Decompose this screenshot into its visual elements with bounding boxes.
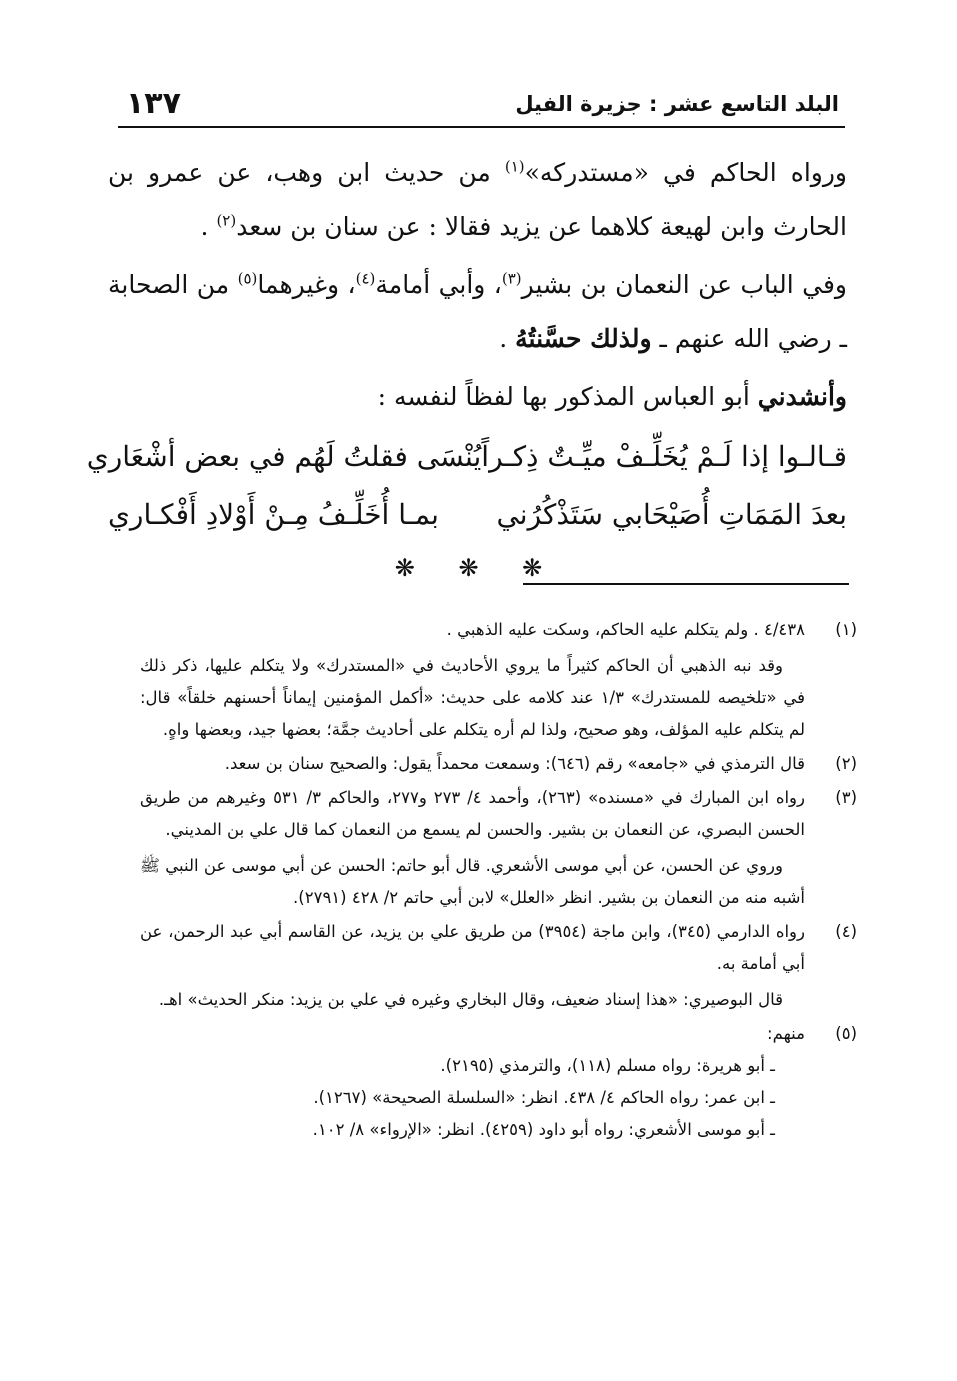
footnote-line: منهم: bbox=[767, 1024, 805, 1043]
footnote-line: قال البوصيري: «هذا إسناد ضعيف، وقال البخاري وغيره في علي بن يزيد: منكر الحديث» اهـ. bbox=[158, 990, 783, 1009]
footnote-line: رواه ابن المبارك في «مسنده» (٢٦٣)، وأحمد ٤/ ٢٧٣ و٢٧٧، والحاكم ٣/ ٥٣١ وغيرهم من طريق الحسن البصري، عن النعمان بن بشير. والحسن لم يسمع من النعمان كما قال علي بن المديني. bbox=[140, 788, 805, 839]
footnote-4 bbox=[140, 916, 857, 1016]
page-header bbox=[118, 86, 839, 130]
lead-word: وأنشدني bbox=[757, 382, 847, 411]
footnote-3 bbox=[140, 782, 857, 914]
text-run: من الصحابة ـ رضي الله عنهم ـ bbox=[108, 270, 847, 353]
verse-2 bbox=[108, 486, 847, 544]
footnote-number: (٥) bbox=[835, 1024, 857, 1043]
footnote-body bbox=[140, 748, 805, 780]
running-head: البلد التاسع عشر : جزيرة الفيل bbox=[515, 92, 839, 116]
footnote-ref-3[interactable]: (٣) bbox=[501, 269, 522, 288]
hemistich: يُنْسَى فقلتُ لَهُم في بعض أشْعَاري bbox=[86, 440, 482, 473]
footnote-body bbox=[140, 782, 805, 914]
poem bbox=[86, 428, 847, 588]
footnote-line: وروي عن الحسن، عن أبي موسى الأشعري. قال أبو حاتم: الحسن عن أبي موسى عن النبي ﷺ أشبه منه من النعمان بن بشير. انظر «العلل» لابن أبي حاتم ٢/ ٤٢٨ (٢٧٩١). bbox=[140, 856, 805, 907]
footnote-ref-4[interactable]: (٤) bbox=[355, 269, 376, 288]
footnote-5 bbox=[140, 1018, 857, 1146]
footnote-number: (٢) bbox=[835, 754, 857, 773]
text-run: . bbox=[200, 212, 217, 241]
footnotes bbox=[140, 614, 857, 1146]
footnote-body bbox=[140, 916, 805, 1016]
footnote-body bbox=[140, 614, 805, 746]
footnote-line: ـ ابن عمر: رواه الحاكم ٤/ ٤٣٨. انظر: «السلسلة الصحيحة» (١٢٦٧). bbox=[313, 1088, 775, 1107]
paragraph-3 bbox=[108, 370, 847, 424]
verse-1 bbox=[86, 428, 847, 486]
hemistich: بعدَ المَمَاتِ أُصَيْحَابي سَتَذْكُرُني bbox=[496, 498, 847, 531]
hemistich: بمـا أُخَلِّـفُ مِـنْ أَوْلادِ أَفْكـاري bbox=[108, 498, 439, 531]
section-ornament: ❋ ❋ ❋ bbox=[394, 554, 561, 582]
paragraph-2 bbox=[108, 258, 847, 366]
footnote-ref-5[interactable]: (٥) bbox=[237, 269, 258, 288]
footnote-line: ـ أبو موسى الأشعري: رواه أبو داود (٤٢٥٩). انظر: «الإرواء» ٨/ ١٠٢. bbox=[312, 1120, 775, 1139]
footnote-2 bbox=[140, 748, 857, 780]
footnote-line: وقد نبه الذهبي أن الحاكم كثيراً ما يروي الأحاديث في «المستدرك» ولا يتكلم عليها، ذكر ذلك في «تلخيصه للمستدرك» ١/٣ عند كلامه على حديث: «أكمل المؤمنين إيماناً أحسنهم خلقاً» قال: لم يتكلم عليه المؤلف، وهو صحيح، ولذا لم أره يتكلم على أحاديث جمَّة؛ بعضها جيد، وبعضها واهٍ. bbox=[140, 656, 805, 739]
page-number: ١٣٧ bbox=[126, 86, 181, 121]
footnote-number: (٤) bbox=[835, 922, 857, 941]
footnote-line: رواه الدارمي (٣٤٥)، وابن ماجة (٣٩٥٤) من طريق علي بن يزيد، عن القاسم أبي عبد الرحمن، عن أبي أمامة به. bbox=[140, 922, 805, 973]
footnote-line: ـ أبو هريرة: رواه مسلم (١١٨)، والترمذي (٢١٩٥). bbox=[440, 1056, 775, 1075]
text-run: من حديث ابن وهب، عن عمرو بن الحارث وابن لهيعة كلاهما عن يزيد فقالا : عن سنان بن سعد bbox=[108, 158, 847, 241]
paragraph-1 bbox=[108, 146, 847, 254]
header-rule bbox=[118, 126, 845, 128]
text-run: ورواه الحاكم في «مستدركه» bbox=[524, 158, 847, 187]
footnote-line: قال الترمذي في «جامعه» رقم (٦٤٦): وسمعت محمداً يقول: والصحيح سنان بن سعد. bbox=[224, 754, 805, 773]
footnote-separator bbox=[523, 583, 849, 585]
text-run: ، وأبي أمامة bbox=[375, 270, 502, 299]
footnote-body bbox=[140, 1018, 805, 1146]
text-run: ، وغيرهما bbox=[257, 270, 356, 299]
main-text bbox=[86, 146, 847, 588]
footnote-ref-1[interactable]: (١) bbox=[504, 157, 525, 176]
text-run: . bbox=[499, 324, 516, 353]
footnote-number: (١) bbox=[835, 620, 857, 639]
text-run: أبو العباس المذكور بها لفظاً لنفسه : bbox=[377, 382, 758, 411]
footnote-1 bbox=[140, 614, 857, 746]
hemistich: قـالـوا إذا لَـمْ يُخَلِّـفْ ميِّـتٌ ذِكـراً bbox=[481, 440, 847, 473]
footnote-ref-2[interactable]: (٢) bbox=[216, 211, 237, 230]
text-run: وفي الباب عن النعمان بن بشير bbox=[521, 270, 847, 299]
emphasis-text: ولذلك حسَّنتُهُ bbox=[515, 324, 652, 353]
footnote-line: ٤/٤٣٨ . ولم يتكلم عليه الحاكم، وسكت عليه الذهبي . bbox=[446, 620, 805, 639]
footnote-number: (٣) bbox=[835, 788, 857, 807]
